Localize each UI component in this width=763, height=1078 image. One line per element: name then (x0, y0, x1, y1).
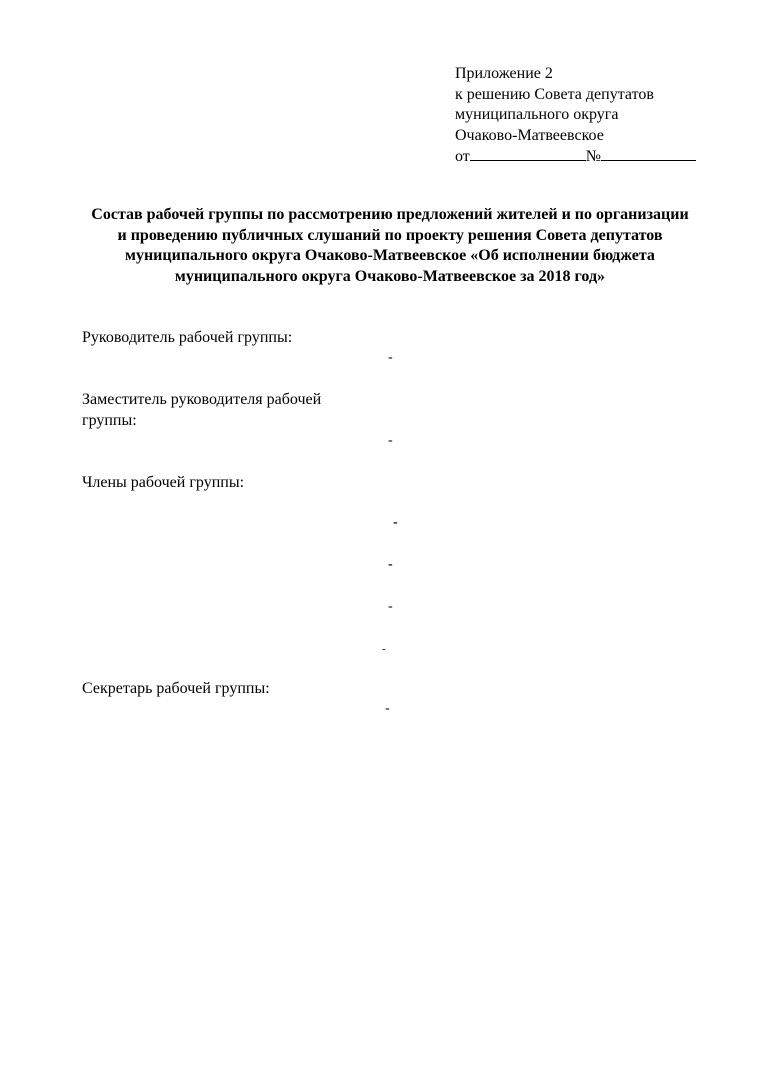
head-dash: - (388, 350, 393, 365)
date-blank (470, 146, 586, 161)
head-label: Руководитель рабочей группы: (82, 329, 293, 346)
deputy-label: Заместитель руководителя рабочей группы: (82, 391, 322, 429)
number-sign: № (585, 148, 602, 165)
appendix-district-name: Очаково-Матвеевское (455, 126, 604, 144)
secretary-label: Секретарь рабочей группы: (82, 680, 270, 697)
appendix-date-line (455, 146, 745, 168)
members-label: Члены рабочей группы: (82, 474, 245, 491)
appendix-header (455, 64, 745, 168)
member-dash-1: - (393, 515, 398, 530)
member-dash-2: - (388, 557, 393, 572)
date-prefix: от (455, 148, 470, 165)
deputy-dash: - (388, 433, 393, 448)
appendix-district: муниципального округа (455, 106, 619, 123)
appendix-decision: к решению Совета депутатов (455, 85, 654, 103)
member-dash-3: - (388, 599, 393, 614)
document-title: Состав рабочей группы по рассмотрению предложений жителей и по организации и проведению публичных слушаний по проекту решения Совета депутатов муниципального округа Очаково-Матвеевское «Об исполнении бюджета муниципального округа Очаково-Матвеевское за 2018 год» (91, 206, 689, 285)
secretary-dash: - (385, 701, 390, 716)
appendix-number: Приложение 2 (455, 65, 553, 82)
member-dash-4: - (382, 643, 386, 655)
number-blank (601, 146, 696, 161)
